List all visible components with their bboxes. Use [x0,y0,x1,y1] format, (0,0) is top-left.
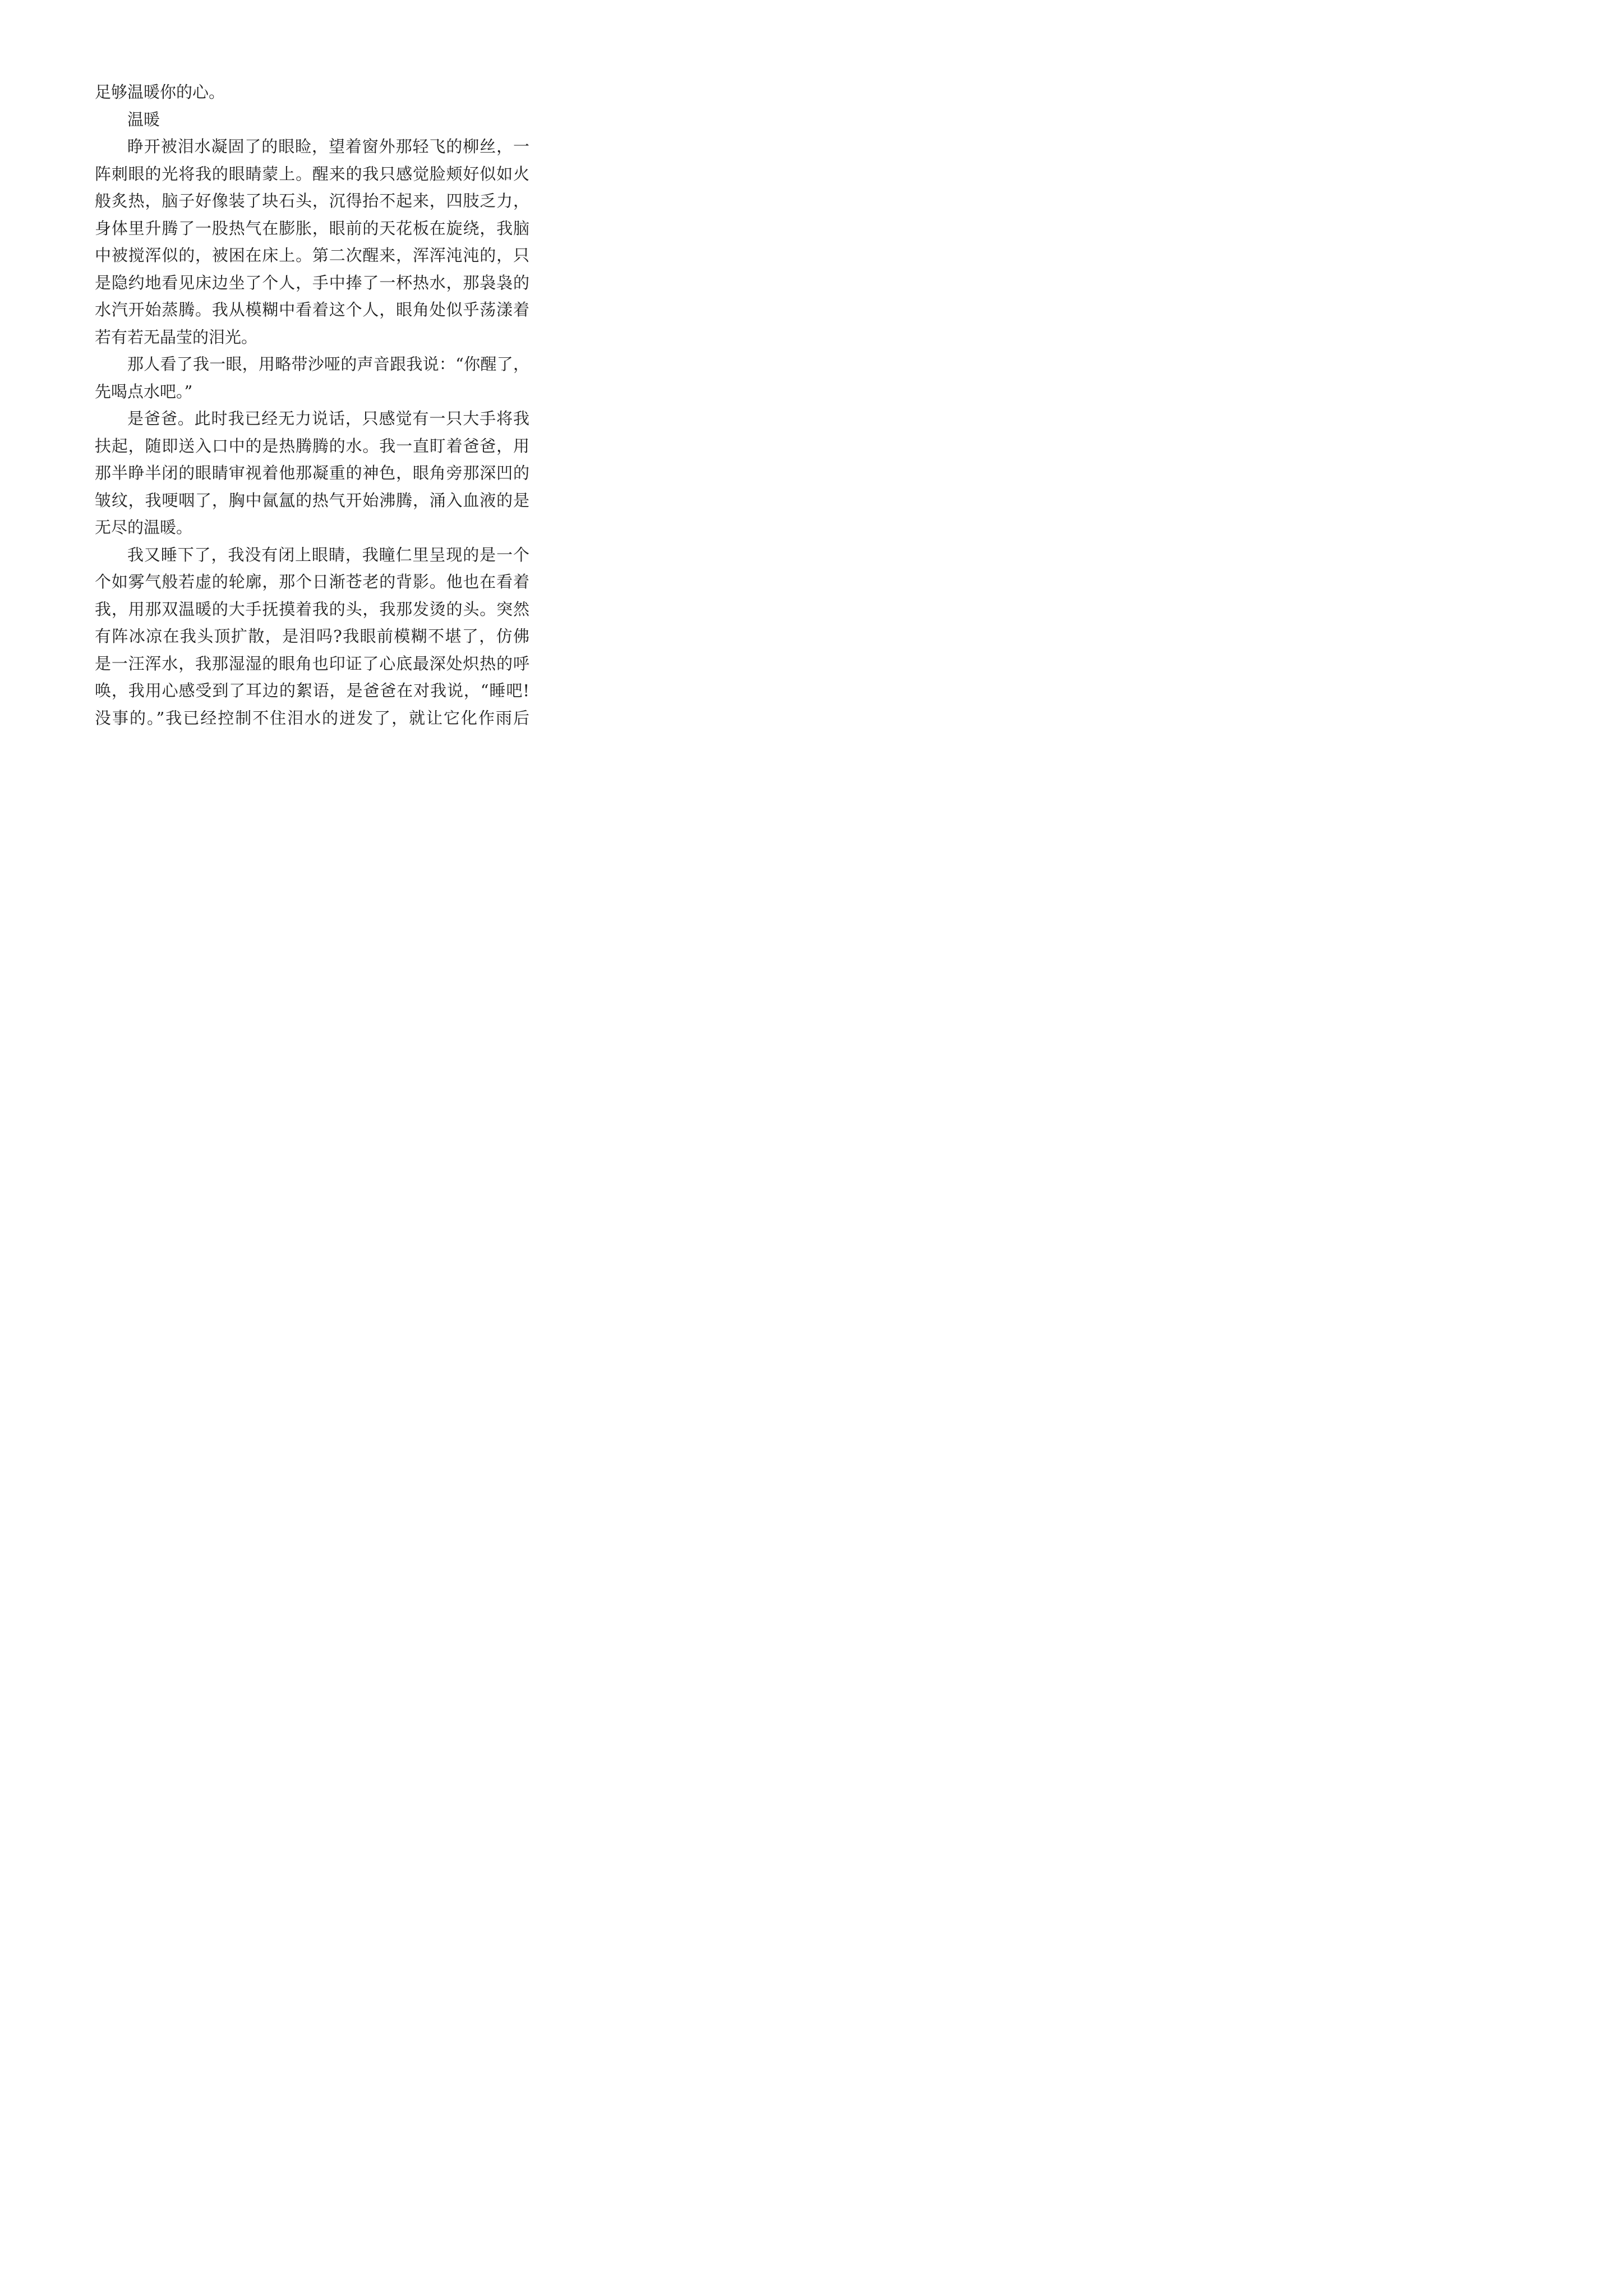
text-line: 水汽开始蒸腾。我从模糊中看着这个人，眼角处似乎荡漾着 [95,300,529,319]
text-line: 我，用那双温暖的大手抚摸着我的头，我那发烫的头。突然 [95,599,529,619]
text-line: 无尽的温暖。 [95,518,193,537]
text-line: 足够温暖你的心。 [95,82,225,102]
text-line: 温暖 [127,109,160,129]
text-line: 若有若无晶莹的泪光。 [95,327,258,347]
document-body [95,79,529,731]
text-line: 没事的。”我已经控制不住泪水的迸发了，就让它化作雨后 [95,708,529,728]
text-line: 身体里升腾了一股热气在膨胀，眼前的天花板在旋绕，我脑 [95,218,529,238]
text-line: 睁开被泪水凝固了的眼睑，望着窗外那轻飞的柳丝，一 [127,137,529,156]
text-line: 阵刺眼的光将我的眼睛蒙上。醒来的我只感觉脸颊好似如火 [95,164,529,183]
text-line: 中被搅浑似的，被困在床上。第二次醒来，浑浑沌沌的，只 [95,246,529,265]
text-line: 是爸爸。此时我已经无力说话，只感觉有一只大手将我 [127,409,529,428]
text-line: 般炙热，脑子好像装了块石头，沉得抬不起来，四肢乏力， [95,191,529,210]
text-line: 是隐约地看见床边坐了个人，手中捧了一杯热水，那袅袅的 [95,273,529,292]
text-line: 是一汪浑水，我那湿湿的眼角也印证了心底最深处炽热的呼 [95,654,529,673]
text-line: 唤，我用心感受到了耳边的絮语，是爸爸在对我说，“睡吧! [95,681,529,700]
text-line: 那人看了我一眼，用略带沙哑的声音跟我说：“你醒了， [127,355,529,374]
text-line: 先喝点水吧。” [95,381,193,401]
document-page [0,0,624,883]
text-line: 有阵冰凉在我头顶扩散，是泪吗?我眼前模糊不堪了，仿佛 [95,627,529,646]
text-line: 扶起，随即送入口中的是热腾腾的水。我一直盯着爸爸，用 [95,436,529,455]
text-line: 我又睡下了，我没有闭上眼睛，我瞳仁里呈现的是一个 [127,545,529,564]
text-line: 皱纹，我哽咽了，胸中氤氲的热气开始沸腾，涌入血液的是 [95,490,529,510]
text-line: 那半睁半闭的眼睛审视着他那凝重的神色，眼角旁那深凹的 [95,463,529,482]
text-line: 个如雾气般若虚的轮廓，那个日渐苍老的背影。他也在看着 [95,572,529,591]
